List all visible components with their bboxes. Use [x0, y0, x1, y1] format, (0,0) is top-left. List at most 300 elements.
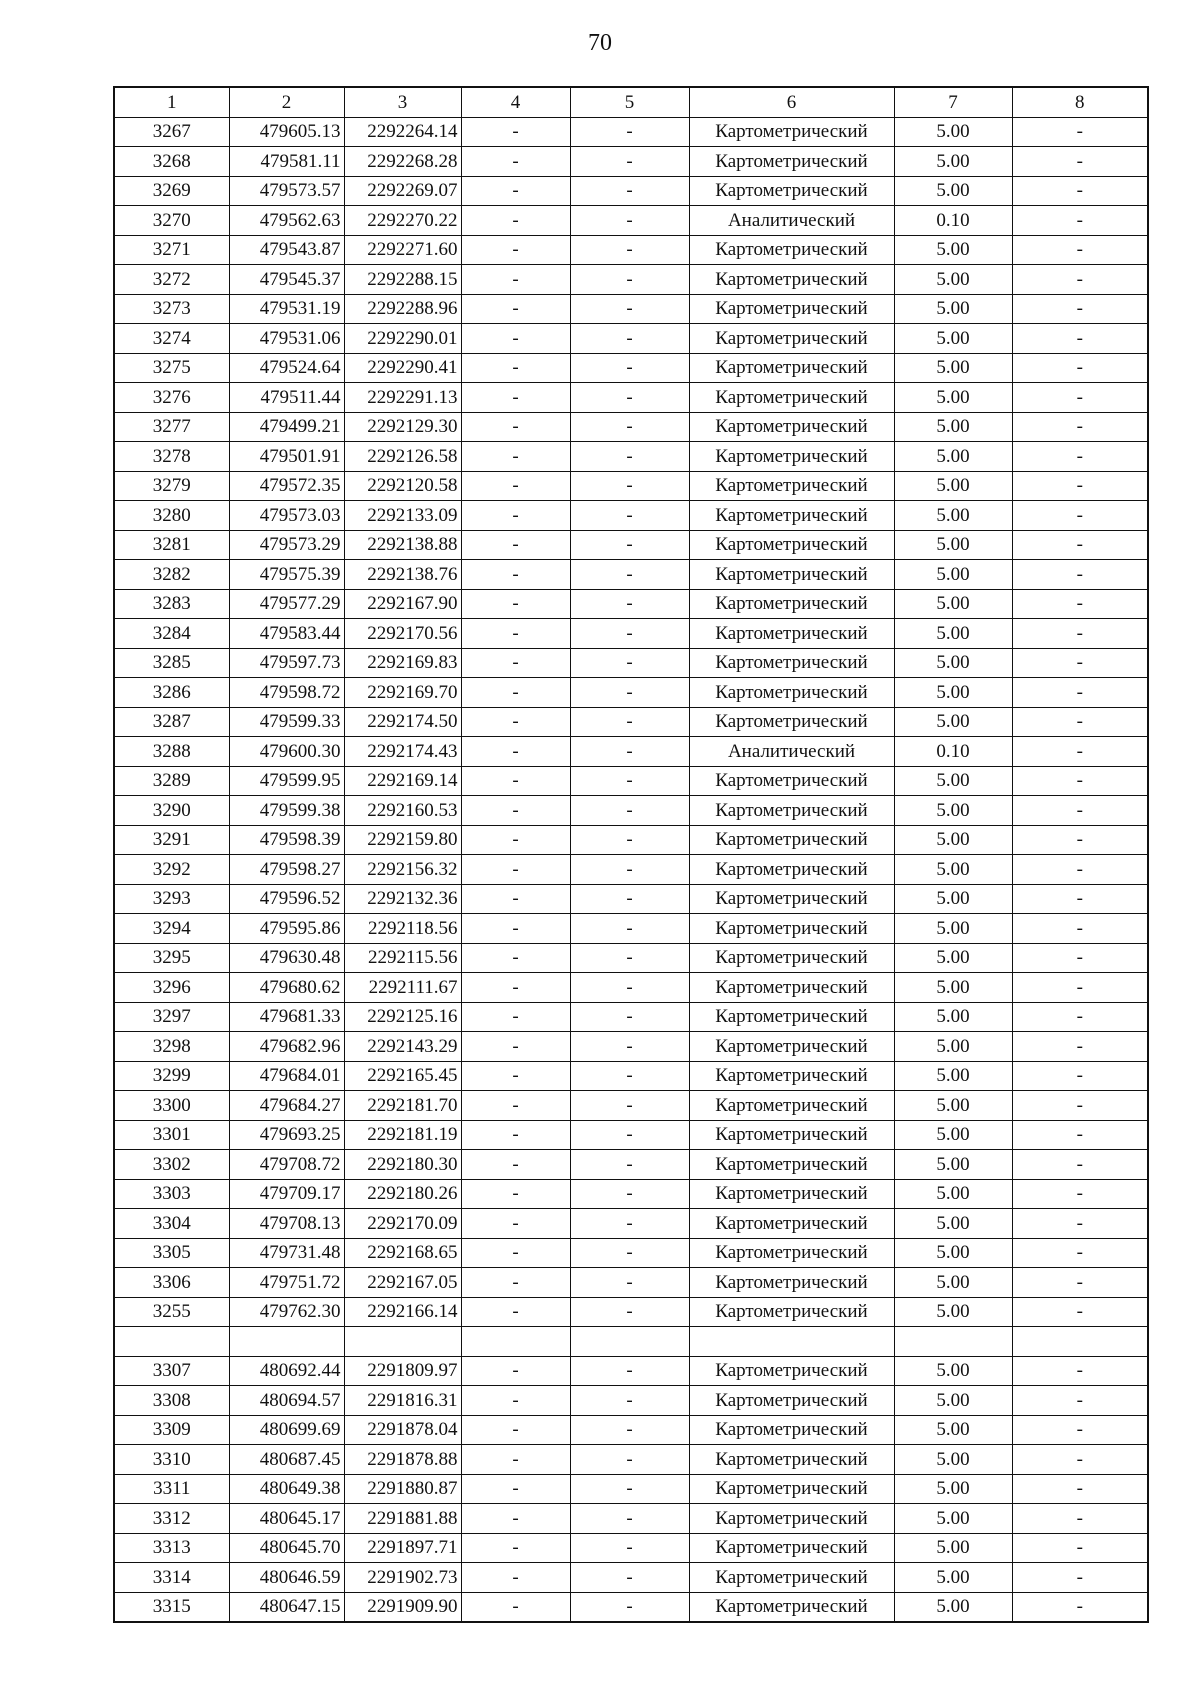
table-cell: 5.00: [894, 678, 1012, 708]
table-row: [114, 1386, 1148, 1416]
table-cell: 5.00: [894, 1002, 1012, 1032]
table-cell: Картометрический: [689, 1179, 894, 1209]
table-cell: 3292: [114, 855, 229, 885]
table-cell: 479545.37: [229, 265, 344, 295]
table-cell: 2292169.14: [344, 766, 461, 796]
table-cell: 479531.06: [229, 324, 344, 354]
table-cell: -: [570, 1592, 689, 1622]
table-cell: 3281: [114, 530, 229, 560]
table-cell: 479499.21: [229, 412, 344, 442]
table-cell: -: [1012, 1445, 1148, 1475]
table-row: [114, 1563, 1148, 1593]
table-cell: -: [1012, 766, 1148, 796]
header-cell: 6: [689, 87, 894, 117]
table-cell: Картометрический: [689, 825, 894, 855]
table-cell: 2292288.96: [344, 294, 461, 324]
table-cell: 480647.15: [229, 1592, 344, 1622]
table-cell: 3295: [114, 943, 229, 973]
table-cell: -: [570, 530, 689, 560]
table-cell: -: [570, 147, 689, 177]
table-cell: 5.00: [894, 973, 1012, 1003]
table-cell: 5.00: [894, 855, 1012, 885]
table-row: [114, 147, 1148, 177]
table-cell: -: [461, 324, 570, 354]
table-cell: 479577.29: [229, 589, 344, 619]
table-cell: 479731.48: [229, 1238, 344, 1268]
table-row: [114, 825, 1148, 855]
table-cell: [570, 1327, 689, 1357]
table-cell: 5.00: [894, 176, 1012, 206]
table-cell: 2292174.43: [344, 737, 461, 767]
table-row: [114, 294, 1148, 324]
table-cell: -: [461, 1002, 570, 1032]
table-cell: 479682.96: [229, 1032, 344, 1062]
table-cell: Картометрический: [689, 678, 894, 708]
table-cell: -: [461, 825, 570, 855]
table-row: [114, 176, 1148, 206]
table-cell: Картометрический: [689, 1238, 894, 1268]
table-cell: -: [1012, 1061, 1148, 1091]
table-row: [114, 707, 1148, 737]
table-cell: 3285: [114, 648, 229, 678]
table-row: [114, 1238, 1148, 1268]
table-cell: 0.10: [894, 737, 1012, 767]
table-cell: [229, 1327, 344, 1357]
table-cell: 479708.72: [229, 1150, 344, 1180]
table-cell: 3302: [114, 1150, 229, 1180]
table-cell: -: [570, 353, 689, 383]
table-cell: 2292129.30: [344, 412, 461, 442]
table-row: [114, 501, 1148, 531]
table-cell: -: [570, 766, 689, 796]
header-cell: 7: [894, 87, 1012, 117]
table-cell: 2292143.29: [344, 1032, 461, 1062]
table-cell: 3310: [114, 1445, 229, 1475]
table-cell: 3294: [114, 914, 229, 944]
table-cell: -: [461, 1533, 570, 1563]
table-cell: [689, 1327, 894, 1357]
table-cell: 2291897.71: [344, 1533, 461, 1563]
table-cell: -: [1012, 442, 1148, 472]
table-cell: 5.00: [894, 147, 1012, 177]
table-cell: Картометрический: [689, 176, 894, 206]
table-cell: -: [1012, 884, 1148, 914]
table-cell: 479598.39: [229, 825, 344, 855]
header-cell: 2: [229, 87, 344, 117]
table-cell: 480646.59: [229, 1563, 344, 1593]
table-cell: Картометрический: [689, 884, 894, 914]
table-cell: 479531.19: [229, 294, 344, 324]
table-cell: 5.00: [894, 1445, 1012, 1475]
table-cell: 480699.69: [229, 1415, 344, 1445]
table-cell: -: [1012, 1209, 1148, 1239]
table-cell: Картометрический: [689, 1150, 894, 1180]
table-cell: -: [570, 412, 689, 442]
table-cell: -: [570, 1061, 689, 1091]
table-cell: Картометрический: [689, 265, 894, 295]
table-cell: 2292174.50: [344, 707, 461, 737]
table-row: [114, 619, 1148, 649]
table-cell: -: [1012, 324, 1148, 354]
table-cell: 479572.35: [229, 471, 344, 501]
table-cell: 3296: [114, 973, 229, 1003]
table-cell: 3297: [114, 1002, 229, 1032]
table-cell: -: [461, 1592, 570, 1622]
table-cell: 5.00: [894, 1356, 1012, 1386]
table-cell: Картометрический: [689, 412, 894, 442]
table-cell: -: [1012, 383, 1148, 413]
table-cell: [894, 1327, 1012, 1357]
table-cell: 2292288.15: [344, 265, 461, 295]
table-cell: 479605.13: [229, 117, 344, 147]
table-cell: 3273: [114, 294, 229, 324]
table-cell: Картометрический: [689, 235, 894, 265]
table-row: [114, 1268, 1148, 1298]
table-cell: -: [1012, 412, 1148, 442]
table-cell: -: [570, 560, 689, 590]
table-cell: 3277: [114, 412, 229, 442]
table-cell: -: [570, 471, 689, 501]
header-cell: 8: [1012, 87, 1148, 117]
table-cell: -: [570, 442, 689, 472]
table-cell: -: [570, 796, 689, 826]
table-cell: Картометрический: [689, 1415, 894, 1445]
table-cell: 3255: [114, 1297, 229, 1327]
table-cell: 3287: [114, 707, 229, 737]
table-cell: 479581.11: [229, 147, 344, 177]
table-cell: 479598.72: [229, 678, 344, 708]
table-cell: 2292168.65: [344, 1238, 461, 1268]
table-cell: -: [570, 1120, 689, 1150]
table-cell: 480692.44: [229, 1356, 344, 1386]
table-cell: Картометрический: [689, 1592, 894, 1622]
table-cell: 479630.48: [229, 943, 344, 973]
table-cell: Картометрический: [689, 1474, 894, 1504]
table-cell: 2292270.22: [344, 206, 461, 236]
table-cell: 2292138.88: [344, 530, 461, 560]
table-cell: 3293: [114, 884, 229, 914]
table-cell: -: [570, 383, 689, 413]
table-row: [114, 855, 1148, 885]
table-cell: -: [1012, 1002, 1148, 1032]
table-cell: -: [461, 707, 570, 737]
table-cell: 3291: [114, 825, 229, 855]
coordinates-table: [113, 86, 1149, 1623]
table-cell: 5.00: [894, 589, 1012, 619]
table-cell: 3290: [114, 796, 229, 826]
table-cell: 3282: [114, 560, 229, 590]
table-cell: [1012, 1327, 1148, 1357]
table-cell: Аналитический: [689, 737, 894, 767]
table-cell: 3305: [114, 1238, 229, 1268]
table-row: [114, 1209, 1148, 1239]
table-cell: 3300: [114, 1091, 229, 1121]
table-cell: -: [1012, 1356, 1148, 1386]
table-cell: -: [570, 1091, 689, 1121]
table-cell: -: [570, 707, 689, 737]
table-cell: 3304: [114, 1209, 229, 1239]
table-cell: 479583.44: [229, 619, 344, 649]
table-cell: -: [461, 1445, 570, 1475]
table-cell: -: [1012, 501, 1148, 531]
table-cell: -: [1012, 1268, 1148, 1298]
table-cell: 2292133.09: [344, 501, 461, 531]
table-cell: Картометрический: [689, 707, 894, 737]
table-cell: 480645.17: [229, 1504, 344, 1534]
table-cell: 5.00: [894, 1592, 1012, 1622]
table-cell: 3313: [114, 1533, 229, 1563]
table-cell: -: [461, 589, 570, 619]
table-cell: 3298: [114, 1032, 229, 1062]
table-cell: Картометрический: [689, 1563, 894, 1593]
table-cell: -: [570, 678, 689, 708]
table-row: [114, 1091, 1148, 1121]
table-cell: -: [570, 1179, 689, 1209]
table-row: [114, 1150, 1148, 1180]
table-cell: -: [461, 855, 570, 885]
table-row: [114, 1592, 1148, 1622]
table-cell: 479600.30: [229, 737, 344, 767]
table-cell: Картометрический: [689, 1386, 894, 1416]
table-cell: 479684.01: [229, 1061, 344, 1091]
table-cell: 2292291.13: [344, 383, 461, 413]
table-cell: 3311: [114, 1474, 229, 1504]
table-cell: -: [461, 943, 570, 973]
table-cell: -: [461, 1179, 570, 1209]
table-cell: 2291816.31: [344, 1386, 461, 1416]
table-cell: [461, 1327, 570, 1357]
table-cell: -: [461, 648, 570, 678]
table-cell: Картометрический: [689, 353, 894, 383]
table-cell: 479575.39: [229, 560, 344, 590]
table-row: [114, 353, 1148, 383]
table-cell: -: [461, 1268, 570, 1298]
table-cell: -: [570, 235, 689, 265]
table-cell: 2292138.76: [344, 560, 461, 590]
table-cell: -: [1012, 1120, 1148, 1150]
table-cell: 3314: [114, 1563, 229, 1593]
table-cell: 3270: [114, 206, 229, 236]
table-cell: -: [1012, 117, 1148, 147]
table-cell: -: [1012, 1238, 1148, 1268]
table-cell: 479573.57: [229, 176, 344, 206]
table-cell: 2291881.88: [344, 1504, 461, 1534]
table-cell: 5.00: [894, 1032, 1012, 1062]
table-cell: 2292290.41: [344, 353, 461, 383]
table-cell: -: [1012, 1474, 1148, 1504]
table-cell: -: [570, 619, 689, 649]
table-row: [114, 589, 1148, 619]
table-cell: 479599.95: [229, 766, 344, 796]
table-cell: 5.00: [894, 353, 1012, 383]
table-cell: 2291878.04: [344, 1415, 461, 1445]
table-cell: Картометрический: [689, 648, 894, 678]
table-row: [114, 1327, 1148, 1357]
table-cell: Картометрический: [689, 1297, 894, 1327]
table-cell: Картометрический: [689, 1002, 894, 1032]
table-cell: 2292132.36: [344, 884, 461, 914]
table-cell: Картометрический: [689, 560, 894, 590]
table-row: [114, 412, 1148, 442]
table-cell: 3269: [114, 176, 229, 206]
table-cell: 2292180.26: [344, 1179, 461, 1209]
table-cell: 3278: [114, 442, 229, 472]
table-cell: 2291902.73: [344, 1563, 461, 1593]
table-cell: -: [1012, 1533, 1148, 1563]
table-cell: Картометрический: [689, 1445, 894, 1475]
table-cell: -: [570, 1474, 689, 1504]
table-cell: 5.00: [894, 265, 1012, 295]
table-cell: 5.00: [894, 1297, 1012, 1327]
table-row: [114, 1504, 1148, 1534]
table-cell: -: [461, 1032, 570, 1062]
table-cell: -: [1012, 943, 1148, 973]
table-cell: 479595.86: [229, 914, 344, 944]
table-cell: -: [570, 265, 689, 295]
table-cell: -: [461, 1504, 570, 1534]
table-cell: -: [461, 176, 570, 206]
table-cell: 479562.63: [229, 206, 344, 236]
table-cell: Картометрический: [689, 1032, 894, 1062]
table-cell: [114, 1327, 229, 1357]
table-cell: 479762.30: [229, 1297, 344, 1327]
table-cell: 479511.44: [229, 383, 344, 413]
table-cell: 2292115.56: [344, 943, 461, 973]
table-row: [114, 1120, 1148, 1150]
table-cell: 3283: [114, 589, 229, 619]
header-cell: 4: [461, 87, 570, 117]
table-cell: -: [1012, 294, 1148, 324]
table-cell: 2292181.19: [344, 1120, 461, 1150]
table-row: [114, 560, 1148, 590]
table-cell: Аналитический: [689, 206, 894, 236]
table-cell: 5.00: [894, 501, 1012, 531]
table-cell: Картометрический: [689, 973, 894, 1003]
table-cell: 3301: [114, 1120, 229, 1150]
table-cell: -: [461, 973, 570, 1003]
table-cell: -: [461, 1091, 570, 1121]
table-cell: 480645.70: [229, 1533, 344, 1563]
table-cell: 480694.57: [229, 1386, 344, 1416]
table-cell: -: [570, 648, 689, 678]
table-cell: -: [570, 1356, 689, 1386]
table-cell: 479543.87: [229, 235, 344, 265]
table-row: [114, 1179, 1148, 1209]
table-cell: -: [570, 294, 689, 324]
table-cell: 5.00: [894, 1474, 1012, 1504]
table-cell: -: [570, 737, 689, 767]
table-cell: 5.00: [894, 707, 1012, 737]
table-cell: -: [570, 176, 689, 206]
table-cell: -: [1012, 855, 1148, 885]
table-cell: -: [1012, 1386, 1148, 1416]
table-cell: 3276: [114, 383, 229, 413]
table-cell: 3312: [114, 1504, 229, 1534]
table-cell: -: [570, 117, 689, 147]
table-row: [114, 678, 1148, 708]
table-cell: Картометрический: [689, 294, 894, 324]
table-cell: 5.00: [894, 1179, 1012, 1209]
table-cell: 5.00: [894, 442, 1012, 472]
table-cell: 2292290.01: [344, 324, 461, 354]
table-cell: -: [461, 265, 570, 295]
table-cell: -: [461, 1061, 570, 1091]
table-cell: -: [461, 1209, 570, 1239]
table-row: [114, 796, 1148, 826]
table-row: [114, 530, 1148, 560]
table-cell: -: [461, 1386, 570, 1416]
table-cell: 5.00: [894, 560, 1012, 590]
table-cell: -: [570, 1209, 689, 1239]
table-cell: 5.00: [894, 796, 1012, 826]
table-cell: -: [1012, 914, 1148, 944]
table-cell: 479709.17: [229, 1179, 344, 1209]
table-cell: -: [461, 1297, 570, 1327]
table-cell: 2292118.56: [344, 914, 461, 944]
header-cell: 3: [344, 87, 461, 117]
table-cell: 2292125.16: [344, 1002, 461, 1032]
table-cell: 479708.13: [229, 1209, 344, 1239]
table-cell: Картометрический: [689, 1209, 894, 1239]
table-cell: -: [1012, 678, 1148, 708]
table-cell: Картометрический: [689, 442, 894, 472]
table-row: [114, 1533, 1148, 1563]
table-cell: -: [1012, 206, 1148, 236]
table-cell: 5.00: [894, 1386, 1012, 1416]
table-cell: -: [570, 324, 689, 354]
table-cell: 2292167.05: [344, 1268, 461, 1298]
table-body: [114, 117, 1148, 1622]
table-cell: Картометрический: [689, 501, 894, 531]
table-cell: 5.00: [894, 235, 1012, 265]
table-cell: 3275: [114, 353, 229, 383]
table-cell: -: [1012, 147, 1148, 177]
table-cell: 5.00: [894, 1091, 1012, 1121]
table-cell: 5.00: [894, 884, 1012, 914]
table-cell: Картометрический: [689, 914, 894, 944]
table-cell: -: [461, 560, 570, 590]
table-cell: -: [461, 737, 570, 767]
table-cell: -: [461, 1563, 570, 1593]
table-cell: -: [570, 884, 689, 914]
table-row: [114, 1297, 1148, 1327]
table-row: [114, 973, 1148, 1003]
table-cell: -: [461, 1238, 570, 1268]
table-cell: 5.00: [894, 383, 1012, 413]
table-cell: 3267: [114, 117, 229, 147]
table-row: [114, 914, 1148, 944]
table-cell: 479684.27: [229, 1091, 344, 1121]
table-cell: Картометрический: [689, 1061, 894, 1091]
table-cell: -: [570, 825, 689, 855]
table-cell: -: [461, 353, 570, 383]
table-cell: 2291878.88: [344, 1445, 461, 1475]
table-cell: -: [1012, 707, 1148, 737]
table-row: [114, 1415, 1148, 1445]
table-row: [114, 383, 1148, 413]
table-cell: 2292126.58: [344, 442, 461, 472]
table-cell: -: [461, 1356, 570, 1386]
table-cell: -: [461, 1150, 570, 1180]
table-cell: 2291880.87: [344, 1474, 461, 1504]
table-cell: -: [1012, 1297, 1148, 1327]
table-cell: [344, 1327, 461, 1357]
table-cell: -: [570, 1386, 689, 1416]
table-cell: -: [1012, 353, 1148, 383]
table-cell: -: [570, 1504, 689, 1534]
table-cell: 2292160.53: [344, 796, 461, 826]
table-cell: -: [1012, 737, 1148, 767]
